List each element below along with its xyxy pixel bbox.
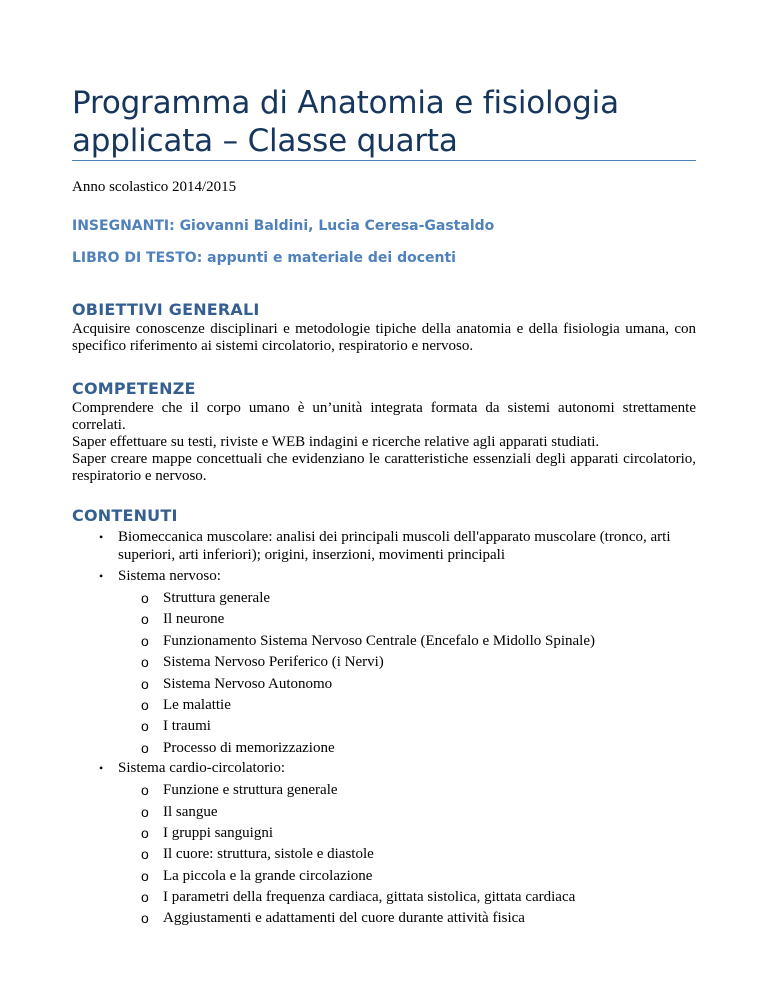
circle-bullet-icon: o [141,632,149,649]
circle-bullet-icon: o [141,718,149,735]
sub-list-item: o Aggiustamenti e adattamenti del cuore durante attività fisica [118,908,696,929]
list-item-text: Biomeccanica muscolare: analisi dei principali muscoli dell'apparato muscolare (tronco, arti superiori, arti inferiori); origini, inserzioni, movimenti principali [118,529,671,563]
circle-bullet-icon: o [141,824,149,841]
contents-heading: CONTENUTI [72,506,178,525]
sub-list-item: o I gruppi sanguigni [118,823,696,844]
title-line-1: Programma di Anatomia e fisiologia [72,85,619,121]
sub-list-item: o Sistema Nervoso Autonomo [118,674,696,695]
list-item [72,759,696,930]
bullet-icon: • [99,569,104,583]
sub-list-item: o Struttura generale [118,588,696,609]
circle-bullet-icon: o [141,889,149,906]
list-item [72,567,696,759]
objectives-text: Acquisire conoscenze disciplinari e metodologie tipiche della anatomia e della fisiologia umana, con specifico riferimento ai sistemi circolatorio, respiratorio e nervoso. [72,321,696,354]
circle-bullet-icon: o [141,654,149,671]
circle-bullet-icon: o [141,739,149,756]
bullet-icon: • [99,530,104,544]
circle-bullet-icon: o [141,590,149,606]
sub-list-item: o Le malattie [118,695,696,716]
competences-heading: COMPETENZE [72,379,196,398]
circle-bullet-icon: o [141,803,149,820]
sub-list-item: o Il cuore: struttura, sistole e diastole [118,844,696,865]
list-item [72,528,696,564]
circle-bullet-icon: o [141,910,149,927]
school-year: Anno scolastico 2014/2015 [72,179,237,195]
sub-list-item: o Il sangue [118,802,696,823]
bullet-icon: • [99,761,104,776]
sub-list-item: o I parametri della frequenza cardiaca, gittata sistolica, gittata cardiaca [118,887,696,908]
circle-bullet-icon: o [141,782,149,799]
title-line-2: applicata – Classe quarta [72,123,458,159]
contents-list [72,528,696,930]
sub-list-item: o Funzionamento Sistema Nervoso Centrale (Encefalo e Midollo Spinale) [118,631,696,652]
competence-line: Comprendere che il corpo umano è un’unità integrata formata da sistemi autonomi strettamente correlati. [72,400,696,433]
sub-list-item: o I traumi [118,716,696,737]
competence-line: Saper effettuare su testi, riviste e WEB indagini e ricerche relative agli apparati studiati. [72,434,600,450]
list-item-text: Sistema cardio-circolatorio: [118,760,286,777]
competence-line: Saper creare mappe concettuali che evidenziano le caratteristiche essenziali degli apparati circolatorio, respiratorio e nervoso. [72,451,696,484]
sub-list-item: o Funzione e struttura generale [118,780,696,801]
title-underline [72,160,696,161]
sub-list-item: o Il neurone [118,609,696,630]
circle-bullet-icon: o [141,611,149,628]
circle-bullet-icon: o [141,846,149,863]
teachers-line: INSEGNANTI: Giovanni Baldini, Lucia Ceresa-Gastaldo [72,218,495,234]
sub-list [118,588,696,759]
circle-bullet-icon: o [141,867,149,884]
list-item-text: Sistema nervoso: [118,568,221,584]
sub-list [118,780,696,930]
sub-list-item: o Processo di memorizzazione [118,738,696,759]
objectives-heading: OBIETTIVI GENERALI [72,300,260,319]
sub-list-item: o La piccola e la grande circolazione [118,866,696,887]
circle-bullet-icon: o [141,696,149,713]
textbook-line: LIBRO DI TESTO: appunti e materiale dei docenti [72,250,456,266]
circle-bullet-icon: o [141,675,149,692]
sub-list-item: o Sistema Nervoso Periferico (i Nervi) [118,652,696,673]
document-title [72,84,696,160]
competences-text [72,400,696,485]
